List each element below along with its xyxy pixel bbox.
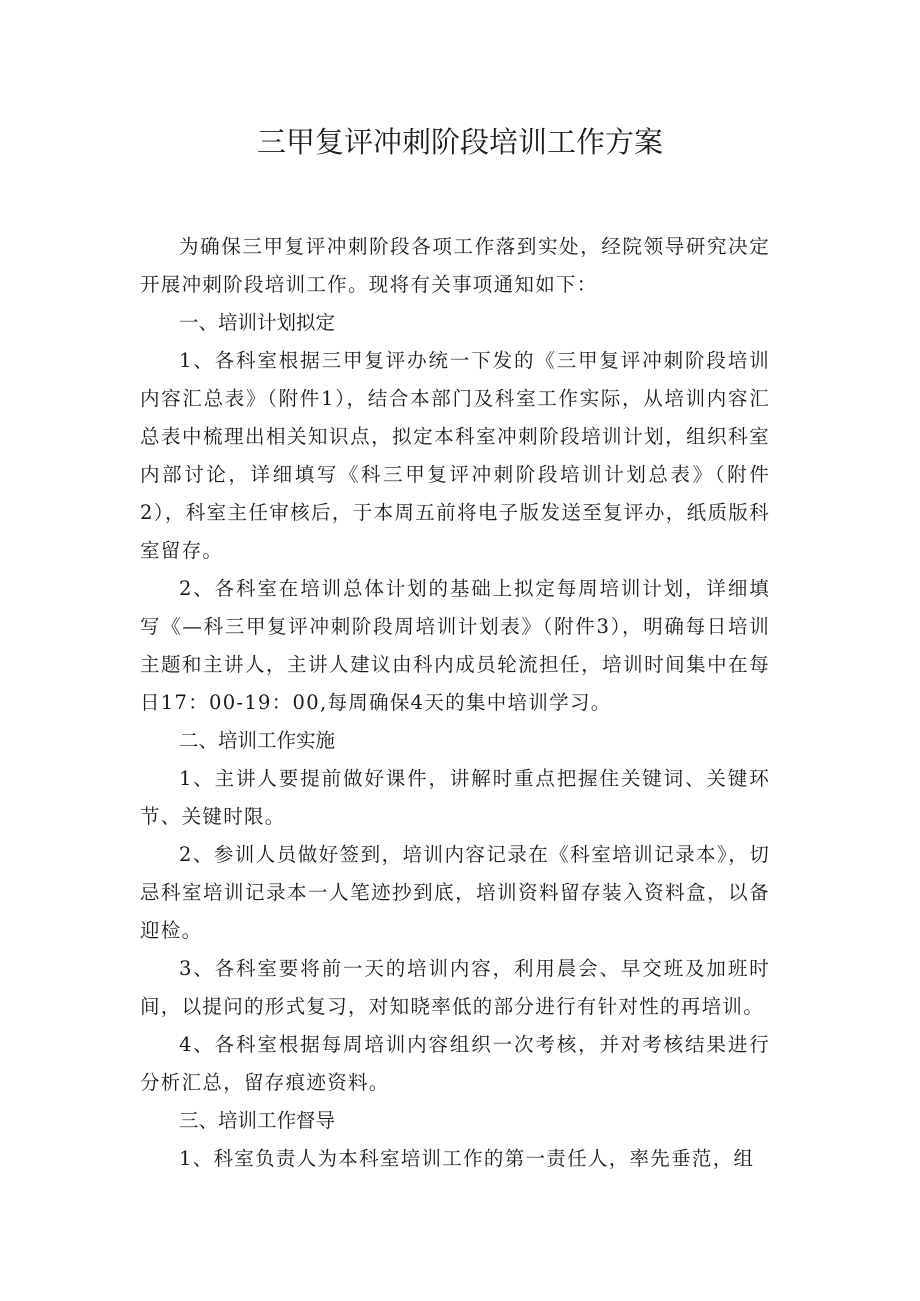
- paragraph-impl-2: 2、参训人员做好签到，培训内容记录在《科室培训记录本》，切忌科室培训记录本一人笔迹抄到底，培训资料留存装入资料盒，以备迎检。: [140, 843, 770, 942]
- intro-paragraph: 为确保三甲复评冲刺阶段各项工作落到实处，经院领导研究决定开展冲刺阶段培训工作。现将有关事项通知如下：: [140, 235, 770, 296]
- paragraph-plan-2: 2、各科室在培训总体计划的基础上拟定每周培训计划，详细填写《—科三甲复评冲刺阶段周培训计划表》（附件3），明确每日培训主题和主讲人，主讲人建议由科内成员轮流担任，培训时间集中在每日17：00-19：00,每周确保4天的集中培训学习。: [140, 577, 770, 714]
- section-heading-plan: 一、培训计划拟定: [179, 311, 336, 334]
- section-heading-supervision: 三、培训工作督导: [179, 1109, 336, 1132]
- document-body: [140, 228, 770, 1178]
- section-heading-implementation: 二、培训工作实施: [179, 729, 336, 752]
- paragraph-plan-1: 1、各科室根据三甲复评办统一下发的《三甲复评冲刺阶段培训内容汇总表》（附件1），结合本部门及科室工作实际，从培训内容汇总表中梳理出相关知识点，拟定本科室冲刺阶段培训计划，组织科室内部讨论，详细填写《科三甲复评冲刺阶段培训计划总表》（附件2），科室主任审核后，于本周五前将电子版发送至复评办，纸质版科室留存。: [140, 349, 770, 562]
- paragraph-impl-4: 4、各科室根据每周培训内容组织一次考核，并对考核结果进行分析汇总，留存痕迹资料。: [140, 1033, 770, 1094]
- document-title: 三甲复评冲刺阶段培训工作方案: [256, 125, 663, 159]
- paragraph-impl-3: 3、各科室要将前一天的培训内容，利用晨会、早交班及加班时间，以提问的形式复习，对知晓率低的部分进行有针对性的再培训。: [140, 957, 770, 1018]
- paragraph-impl-1: 1、主讲人要提前做好课件，讲解时重点把握住关键词、关键环节、关键时限。: [140, 767, 770, 828]
- paragraph-supervision-1: 1、科室负责人为本科室培训工作的第一责任人，率先垂范，组: [179, 1147, 755, 1170]
